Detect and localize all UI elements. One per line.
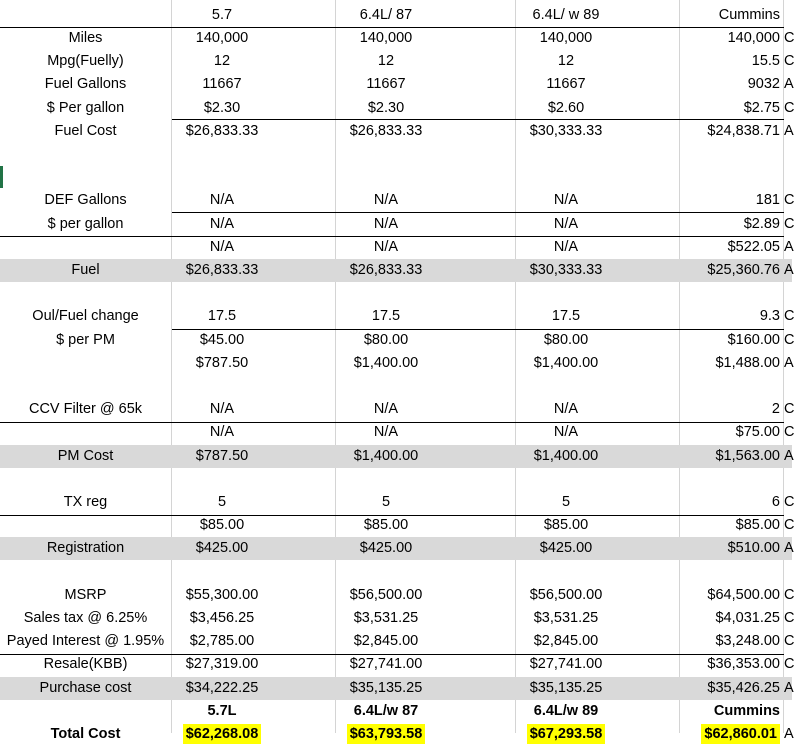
- value-cell[interactable]: C: [784, 192, 795, 209]
- value-cell[interactable]: 9.3: [759, 308, 780, 325]
- value-cell[interactable]: $2,845.00: [353, 633, 419, 650]
- value-cell[interactable]: $80.00: [543, 331, 589, 348]
- value-cell[interactable]: $1,400.00: [353, 447, 419, 464]
- row-label-cell[interactable]: $ Per gallon: [46, 99, 125, 116]
- value-cell[interactable]: $425.00: [359, 540, 413, 557]
- value-cell[interactable]: C: [784, 424, 795, 441]
- table-row: [0, 50, 795, 73]
- value-cell[interactable]: Cummins: [713, 702, 780, 719]
- value-cell[interactable]: N/A: [209, 192, 235, 209]
- row-label-cell[interactable]: [0, 561, 171, 584]
- section-rule: [0, 422, 784, 423]
- row-label-cell[interactable]: Fuel: [71, 262, 100, 278]
- value-cell[interactable]: N/A: [373, 215, 399, 232]
- value-cell[interactable]: $3,531.25: [353, 610, 419, 626]
- value-cell[interactable]: $85.00: [543, 517, 589, 534]
- value-cell[interactable]: 6: [771, 494, 780, 510]
- value-cell[interactable]: $2,785.00: [189, 633, 255, 650]
- value-cell[interactable]: $26,833.33: [185, 262, 259, 278]
- value-cell[interactable]: N/A: [373, 401, 399, 418]
- value-cell[interactable]: [336, 561, 436, 584]
- value-cell[interactable]: [516, 143, 616, 166]
- table-row: [0, 398, 795, 421]
- value-cell[interactable]: $85.00: [199, 517, 245, 534]
- value-cell[interactable]: [680, 468, 780, 491]
- value-cell[interactable]: $30,333.33: [529, 262, 603, 278]
- value-cell[interactable]: C: [784, 633, 795, 650]
- value-cell[interactable]: A: [784, 122, 794, 139]
- value-cell[interactable]: [784, 282, 796, 305]
- value-cell[interactable]: $25,360.76: [707, 262, 780, 278]
- sum-rule: [172, 119, 784, 120]
- value-cell[interactable]: A: [784, 238, 794, 255]
- section-rule: [0, 236, 784, 237]
- value-cell[interactable]: $3,531.25: [533, 610, 599, 626]
- value-cell[interactable]: 2: [771, 401, 780, 418]
- value-cell[interactable]: $27,741.00: [349, 656, 423, 673]
- row-label-cell[interactable]: $ per gallon: [47, 215, 124, 232]
- value-cell[interactable]: 17.5: [551, 308, 581, 325]
- table-row: [0, 445, 792, 468]
- total-cost-highlight: $62,268.08: [183, 724, 262, 744]
- value-cell[interactable]: [680, 375, 780, 398]
- value-cell[interactable]: A: [784, 540, 794, 557]
- value-cell[interactable]: N/A: [553, 401, 579, 418]
- table-row: [0, 213, 795, 236]
- value-cell[interactable]: 5: [217, 494, 227, 510]
- row-label-cell[interactable]: MSRP: [64, 586, 107, 603]
- total-cost-highlight: $63,793.58: [347, 724, 426, 744]
- table-row: [0, 27, 795, 50]
- value-cell[interactable]: $27,741.00: [529, 656, 603, 673]
- table-row: [0, 120, 792, 143]
- value-cell[interactable]: $36,353.00: [707, 656, 780, 673]
- table-row: [0, 677, 792, 700]
- value-cell[interactable]: $35,426.25: [707, 679, 780, 696]
- value-cell[interactable]: 5: [381, 494, 391, 510]
- value-cell[interactable]: [784, 166, 796, 189]
- row-label-cell[interactable]: [0, 468, 171, 491]
- value-cell[interactable]: $3,248.00: [715, 633, 780, 650]
- value-cell[interactable]: 140,000: [359, 30, 413, 46]
- value-cell[interactable]: N/A: [209, 424, 235, 441]
- table-row: [0, 236, 792, 259]
- value-cell[interactable]: $75.00: [735, 424, 780, 441]
- value-cell[interactable]: $425.00: [195, 540, 249, 557]
- value-cell[interactable]: [336, 282, 436, 305]
- sum-rule: [172, 212, 784, 213]
- value-cell[interactable]: [784, 375, 796, 398]
- total-cost-highlight: $67,293.58: [527, 724, 606, 744]
- value-cell[interactable]: C: [784, 586, 795, 603]
- value-cell[interactable]: A: [784, 447, 794, 464]
- value-cell[interactable]: $510.00: [727, 540, 780, 557]
- value-cell[interactable]: [680, 282, 780, 305]
- table-row: [0, 723, 792, 746]
- value-cell[interactable]: N/A: [373, 424, 399, 441]
- row-label-cell[interactable]: [0, 143, 171, 166]
- value-cell[interactable]: N/A: [553, 238, 579, 255]
- value-cell[interactable]: $85.00: [363, 517, 409, 534]
- column-header-cummins[interactable]: Cummins: [718, 7, 780, 23]
- row-label-cell[interactable]: Purchase cost: [39, 679, 132, 696]
- table-row: [0, 97, 795, 120]
- value-cell[interactable]: C: [784, 308, 795, 325]
- value-cell[interactable]: N/A: [209, 238, 235, 255]
- selection-marker: [0, 166, 3, 188]
- value-cell[interactable]: 5.7L: [207, 702, 237, 719]
- value-cell[interactable]: 140,000: [539, 30, 593, 46]
- value-cell[interactable]: [680, 561, 780, 584]
- row-label-cell[interactable]: [0, 236, 171, 259]
- row-label-cell[interactable]: Sales tax @ 6.25%: [23, 610, 148, 626]
- value-cell[interactable]: [784, 143, 796, 166]
- value-cell[interactable]: [172, 561, 272, 584]
- value-cell[interactable]: $26,833.33: [185, 122, 259, 139]
- value-cell[interactable]: C: [784, 99, 795, 116]
- table-row: [0, 143, 792, 166]
- row-label-cell[interactable]: [0, 375, 171, 398]
- value-cell[interactable]: [516, 561, 616, 584]
- table-row: [0, 561, 792, 584]
- table-row: [0, 607, 795, 630]
- value-cell[interactable]: 12: [377, 53, 395, 70]
- column-header-6-4l-89[interactable]: 6.4L/ w 89: [532, 7, 600, 23]
- value-cell[interactable]: 140,000: [727, 30, 780, 46]
- value-cell[interactable]: [516, 166, 616, 189]
- value-cell[interactable]: C: [784, 401, 795, 418]
- row-label-cell[interactable]: CCV Filter @ 65k: [28, 401, 143, 418]
- row-label-cell[interactable]: [0, 166, 171, 189]
- value-cell[interactable]: C: [784, 517, 795, 534]
- row-label-cell[interactable]: Mpg(Fuelly): [47, 53, 124, 70]
- table-row: [0, 329, 795, 352]
- value-cell[interactable]: N/A: [209, 215, 235, 232]
- value-cell[interactable]: $787.50: [195, 354, 249, 371]
- value-cell[interactable]: [680, 143, 780, 166]
- value-cell[interactable]: A: [784, 76, 794, 93]
- column-header-5-7[interactable]: 5.7: [211, 7, 233, 23]
- value-cell[interactable]: C: [784, 331, 795, 348]
- value-cell[interactable]: 11667: [546, 76, 586, 93]
- value-cell[interactable]: A: [784, 679, 794, 696]
- value-cell[interactable]: 17.5: [207, 308, 237, 325]
- header-underline: [0, 27, 784, 28]
- value-cell[interactable]: [516, 282, 616, 305]
- value-cell[interactable]: 11667: [366, 76, 406, 93]
- value-cell[interactable]: 9032: [747, 76, 780, 93]
- value-cell[interactable]: N/A: [553, 424, 579, 441]
- value-cell[interactable]: $45.00: [199, 331, 245, 348]
- row-label-cell[interactable]: DEF Gallons: [44, 192, 127, 209]
- value-cell[interactable]: $787.50: [195, 447, 249, 464]
- value-cell[interactable]: 12: [213, 53, 231, 70]
- value-cell[interactable]: $2,845.00: [533, 633, 599, 650]
- value-cell[interactable]: $1,563.00: [715, 447, 780, 464]
- value-cell[interactable]: 6.4L/w 87: [353, 702, 419, 719]
- sum-rule: [172, 329, 784, 330]
- value-cell[interactable]: $2.30: [367, 99, 405, 116]
- value-cell[interactable]: [172, 282, 272, 305]
- value-cell[interactable]: $522.05: [727, 238, 780, 255]
- value-cell[interactable]: $56,500.00: [349, 586, 423, 603]
- row-label-cell[interactable]: Fuel Gallons: [44, 76, 127, 93]
- row-label-cell[interactable]: Fuel Cost: [54, 122, 117, 139]
- value-cell[interactable]: [680, 166, 780, 189]
- value-cell[interactable]: $26,833.33: [349, 122, 423, 139]
- value-cell[interactable]: $24,838.71: [707, 122, 780, 139]
- table-row: [0, 468, 792, 491]
- table-row: [0, 421, 795, 444]
- value-cell[interactable]: A: [784, 354, 794, 371]
- row-label-cell[interactable]: $ per PM: [56, 331, 115, 348]
- value-cell[interactable]: [172, 468, 272, 491]
- value-cell[interactable]: [172, 375, 272, 398]
- value-cell[interactable]: [336, 375, 436, 398]
- row-label-cell[interactable]: Miles: [68, 30, 103, 46]
- value-cell[interactable]: [336, 468, 436, 491]
- value-cell[interactable]: N/A: [553, 215, 579, 232]
- total-cost-highlight: $62,860.01: [701, 724, 780, 744]
- value-cell[interactable]: [516, 468, 616, 491]
- table-row: [0, 514, 795, 537]
- value-cell[interactable]: N/A: [373, 192, 399, 209]
- table-row: [0, 189, 795, 212]
- value-cell[interactable]: [784, 468, 796, 491]
- table-row: [0, 584, 795, 607]
- table-row: [0, 700, 792, 723]
- value-cell[interactable]: A: [784, 262, 794, 278]
- value-cell[interactable]: [680, 723, 780, 746]
- row-label-cell[interactable]: Total Cost: [50, 726, 121, 742]
- value-cell[interactable]: $4,031.25: [715, 610, 780, 626]
- value-cell[interactable]: $1,400.00: [533, 447, 599, 464]
- value-cell[interactable]: $2.89: [743, 215, 780, 232]
- value-cell[interactable]: [784, 561, 796, 584]
- value-cell[interactable]: C: [784, 656, 795, 673]
- value-cell[interactable]: N/A: [209, 401, 235, 418]
- value-cell[interactable]: $425.00: [539, 540, 593, 557]
- value-cell[interactable]: 6.4L/w 89: [533, 702, 599, 719]
- value-cell[interactable]: $27,319.00: [185, 656, 259, 673]
- table-row: [0, 630, 795, 653]
- value-cell[interactable]: A: [784, 726, 794, 742]
- value-cell[interactable]: $56,500.00: [529, 586, 603, 603]
- value-cell[interactable]: C: [784, 53, 795, 70]
- row-label-cell[interactable]: [0, 700, 171, 723]
- row-label-cell[interactable]: [0, 282, 171, 305]
- value-cell[interactable]: [336, 723, 436, 746]
- row-label-cell[interactable]: [0, 514, 171, 537]
- value-cell[interactable]: N/A: [373, 238, 399, 255]
- table-row: [0, 166, 792, 189]
- row-label-cell[interactable]: Oul/Fuel change: [32, 308, 139, 325]
- value-cell[interactable]: $1,400.00: [533, 354, 599, 371]
- row-label-cell[interactable]: [0, 421, 171, 444]
- value-cell[interactable]: C: [784, 494, 795, 510]
- value-cell[interactable]: 11667: [202, 76, 242, 93]
- value-cell[interactable]: [336, 166, 436, 189]
- value-cell[interactable]: 140,000: [195, 30, 249, 46]
- value-cell[interactable]: [784, 700, 796, 723]
- table-row: [0, 352, 792, 375]
- row-label-cell[interactable]: Payed Interest @ 1.95%: [6, 633, 165, 650]
- value-cell[interactable]: $80.00: [363, 331, 409, 348]
- column-header-6-4l-87[interactable]: 6.4L/ 87: [359, 7, 413, 23]
- value-cell[interactable]: N/A: [553, 192, 579, 209]
- table-row: [0, 375, 792, 398]
- value-cell[interactable]: $85.00: [735, 517, 780, 534]
- section-rule: [0, 515, 784, 516]
- header-row: [0, 4, 792, 27]
- row-label-cell[interactable]: Registration: [46, 540, 125, 557]
- value-cell[interactable]: $35,135.25: [529, 679, 603, 696]
- value-cell[interactable]: $26,833.33: [349, 262, 423, 278]
- value-cell[interactable]: $35,135.25: [349, 679, 423, 696]
- section-rule: [0, 654, 784, 655]
- value-cell[interactable]: 181: [755, 192, 780, 209]
- value-cell[interactable]: [172, 166, 272, 189]
- row-label-cell[interactable]: [0, 352, 171, 375]
- value-cell[interactable]: $2.60: [547, 99, 585, 116]
- value-cell[interactable]: $2.30: [203, 99, 241, 116]
- row-label-cell[interactable]: Resale(KBB): [43, 656, 128, 673]
- value-cell[interactable]: [516, 375, 616, 398]
- row-label-cell[interactable]: PM Cost: [57, 447, 114, 464]
- table-row: [0, 537, 792, 560]
- table-row: [0, 259, 792, 282]
- value-cell[interactable]: $1,488.00: [715, 354, 780, 371]
- value-cell[interactable]: 15.5: [751, 53, 780, 70]
- table-row: [0, 653, 795, 676]
- value-cell[interactable]: [336, 143, 436, 166]
- table-row: [0, 491, 795, 514]
- value-cell[interactable]: $34,222.25: [185, 679, 259, 696]
- table-row: [0, 73, 792, 96]
- value-cell[interactable]: $1,400.00: [353, 354, 419, 371]
- value-cell[interactable]: $55,300.00: [185, 586, 259, 603]
- value-cell[interactable]: 12: [557, 53, 575, 70]
- value-cell[interactable]: 17.5: [371, 308, 401, 325]
- value-cell[interactable]: C: [784, 215, 795, 232]
- value-cell[interactable]: $64,500.00: [707, 586, 780, 603]
- value-cell[interactable]: $2.75: [743, 99, 780, 116]
- value-cell[interactable]: [172, 723, 272, 746]
- value-cell[interactable]: C: [784, 610, 795, 626]
- value-cell[interactable]: $160.00: [727, 331, 780, 348]
- value-cell[interactable]: 5: [561, 494, 571, 510]
- value-cell[interactable]: $3,456.25: [189, 610, 255, 626]
- table-row: [0, 282, 792, 305]
- row-label-cell[interactable]: TX reg: [63, 494, 108, 510]
- value-cell[interactable]: [172, 143, 272, 166]
- value-cell[interactable]: C: [784, 30, 795, 46]
- value-cell[interactable]: $30,333.33: [529, 122, 603, 139]
- value-cell[interactable]: [516, 723, 616, 746]
- table-row: [0, 305, 795, 328]
